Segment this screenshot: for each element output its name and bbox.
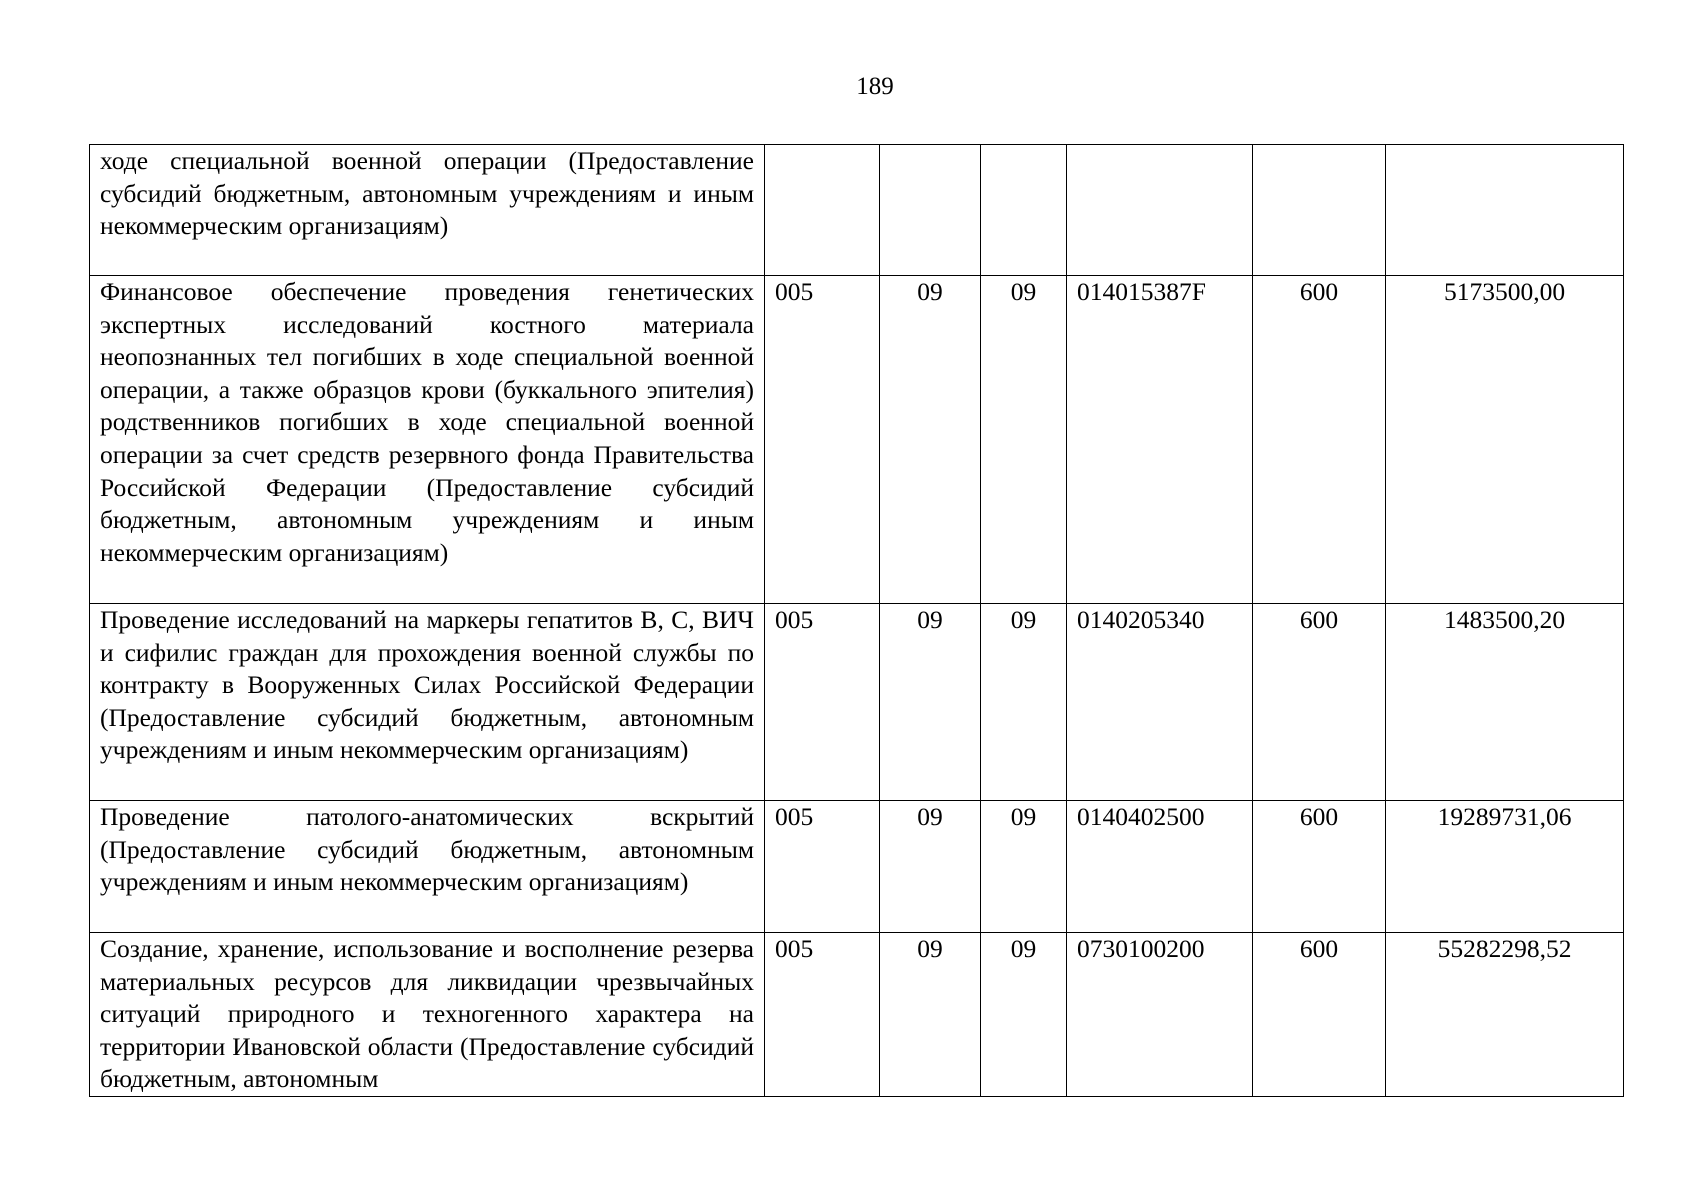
row-expense-type: 600 (1253, 276, 1386, 604)
row-description: Финансовое обеспечение проведения генетических экспертных исследований костного материала неопознанных тел погибших в ходе специальной военной операции, а также образцов крови (буккального эпителия) родственников погибших в ходе специальной военной операции за счет средств резервного фонда Правительства Российской Федерации (Предоставление субсидий бюджетным, автономным учреждениям и иным некоммерческим организациям) (90, 276, 765, 604)
row-pr-code: 09 (981, 933, 1067, 1097)
row-rz-code: 09 (880, 276, 981, 604)
table-row (90, 276, 1624, 604)
page-number: 189 (856, 73, 894, 100)
row-amount (1386, 145, 1624, 276)
table-row (90, 145, 1624, 276)
row-amount: 55282298,52 (1386, 933, 1624, 1097)
row-pr-code (981, 145, 1067, 276)
table-row (90, 801, 1624, 933)
row-target-code: 0140205340 (1067, 604, 1253, 801)
row-pr-code: 09 (981, 604, 1067, 801)
row-gr-code: 005 (765, 801, 880, 933)
row-expense-type: 600 (1253, 933, 1386, 1097)
row-expense-type: 600 (1253, 801, 1386, 933)
row-pr-code: 09 (981, 801, 1067, 933)
row-target-code: 014015387F (1067, 276, 1253, 604)
row-rz-code: 09 (880, 933, 981, 1097)
table-row (90, 604, 1624, 801)
row-expense-type: 600 (1253, 604, 1386, 801)
row-rz-code (880, 145, 981, 276)
row-description: Проведение патолого-анатомических вскрытий (Предоставление субсидий бюджетным, автономным учреждениям и иным некоммерческим организациям) (90, 801, 765, 933)
row-gr-code: 005 (765, 604, 880, 801)
budget-table (89, 144, 1624, 1097)
row-amount: 19289731,06 (1386, 801, 1624, 933)
row-pr-code: 09 (981, 276, 1067, 604)
row-rz-code: 09 (880, 604, 981, 801)
table-row (90, 933, 1624, 1097)
row-amount: 5173500,00 (1386, 276, 1624, 604)
row-description: ходе специальной военной операции (Предоставление субсидий бюджетным, автономным учреждениям и иным некоммерческим организациям) (90, 145, 765, 276)
row-gr-code: 005 (765, 276, 880, 604)
row-amount: 1483500,20 (1386, 604, 1624, 801)
row-expense-type (1253, 145, 1386, 276)
row-target-code: 0140402500 (1067, 801, 1253, 933)
row-gr-code: 005 (765, 933, 880, 1097)
row-description: Проведение исследований на маркеры гепатитов В, С, ВИЧ и сифилис граждан для прохождения военной службы по контракту в Вооруженных Силах Российской Федерации (Предоставление субсидий бюджетным, автономным учреждениям и иным некоммерческим организациям) (90, 604, 765, 801)
row-target-code (1067, 145, 1253, 276)
row-description: Создание, хранение, использование и восполнение резерва материальных ресурсов для ликвидации чрезвычайных ситуаций природного и техногенного характера на территории Ивановской области (Предоставление субсидий бюджетным, автономным (90, 933, 765, 1097)
row-rz-code: 09 (880, 801, 981, 933)
row-gr-code (765, 145, 880, 276)
row-target-code: 0730100200 (1067, 933, 1253, 1097)
